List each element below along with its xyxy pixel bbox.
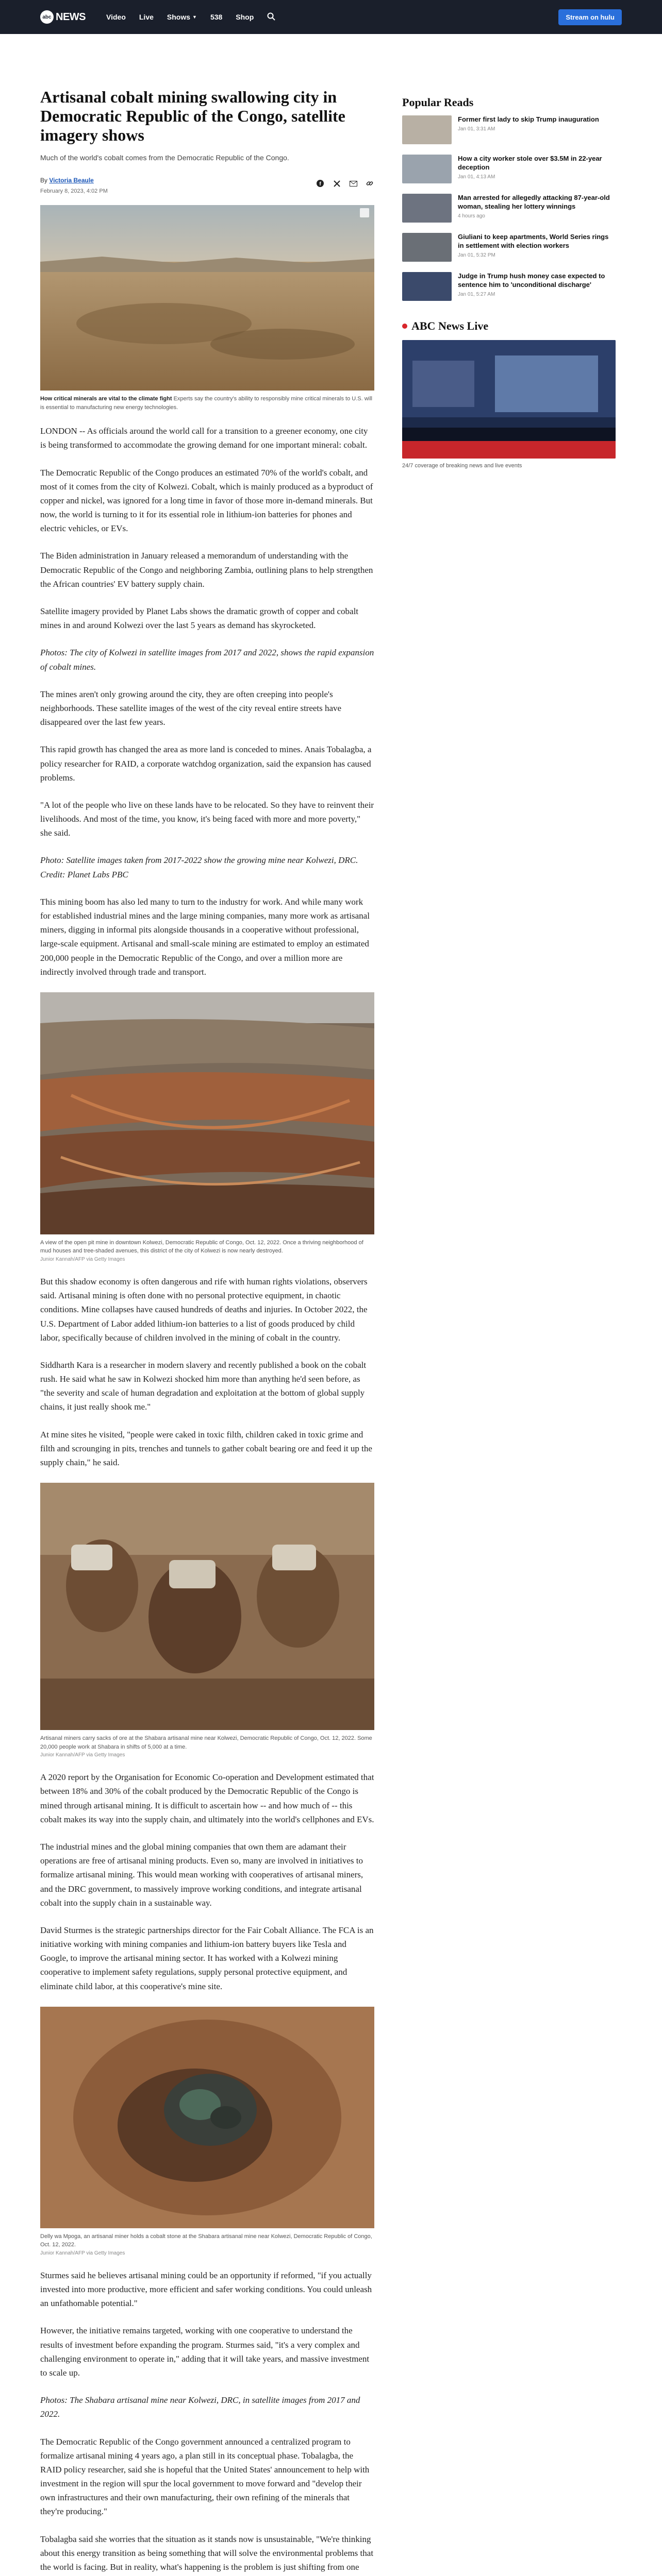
publish-date: February 8, 2023, 4:02 PM: [40, 188, 108, 194]
live-dot-icon: [402, 324, 407, 329]
paragraph: Siddharth Kara is a researcher in modern slavery and recently published a book on the cobalt rush. He said what he saw in Kolwezi shocked him more than anything he'd seen before, as "the severity and scale of human degradation and exploitation at the bottom of global supply chains, it just really shook me.": [40, 1360, 367, 1412]
article-body: [40, 1275, 374, 1469]
popular-read-date: Jan 01, 3:31 AM: [458, 126, 495, 132]
paragraph: David Sturmes is the strategic partnerships director for the Fair Cobalt Alliance. The FCA is an initiative working with mining companies and lithium-ion battery buyers like Tesla and Google, to improve the artisanal mining sector. It has worked with a Kolwezi mining cooperative to implement safety regulations, supply personal protective equipment, and eliminate child labor, at this cooperative's mine site.: [40, 1925, 374, 1991]
figure-cobalt-stone: [40, 2007, 374, 2256]
popular-read-title[interactable]: How a city worker stole over $3.5M in 22-year deception: [458, 155, 602, 171]
paragraph: Tobalagba said she worries that the situation as it stands now is unsustainable, "We're thinking about this energy transition as being something that will solve the environmental problems that the world is facing. But in reality, what's happening is the problem is just shifting from one: [40, 2534, 374, 2572]
popular-read-title[interactable]: Man arrested for allegedly attacking 87-year-old woman, stealing her lottery winnings: [458, 194, 610, 210]
nav-link-shows[interactable]: Shows ▼: [167, 13, 197, 21]
figure-open-pit: [40, 992, 374, 1262]
paragraph: The industrial mines and the global mining companies that own them are adamant their operations are free of artisanal mining products. Even so, many are involved in initiatives to formalize artisanal mining. This would mean working with cooperatives of artisanal miners, and the DRC government, to massively improve working conditions, and integrate artisanal cobalt into the supply chain in a sustainable way.: [40, 1841, 363, 1908]
nav-links: [106, 13, 254, 21]
paragraph: But this shadow economy is often dangerous and rife with human rights violations, observers said. Artisanal mining is often done with no personal protective equipment, in chaotic conditions. Mine collapses have caused hundreds of deaths and injuries. In October 2022, the U.S. Department of Labor added lithium-ion batteries to a list of goods produced by child labor, specifically because of children involved in the mining of cobalt in the country.: [40, 1276, 368, 1343]
paragraph: This rapid growth has changed the area as more land is conceded to mines. Anais Tobalagba, a policy researcher for RAID, a corporate watchdog organization, said the expansion has caused problems.: [40, 744, 372, 783]
popular-read-date: Jan 01, 4:13 AM: [458, 174, 495, 180]
abc-news-live-caption: 24/7 coverage of breaking news and live events: [402, 463, 522, 469]
paragraph: However, the initiative remains targeted, working with one cooperative to understand the results of investment before expanding the program. Sturmes said, "it's a very complex and challenging environment to operate in," adding that it will take years, and massive investment to scale up.: [40, 2326, 370, 2378]
photo-credit: Junior Kannah/AFP via Getty Images: [40, 1752, 125, 1758]
cobalt-stone-image: [40, 2007, 374, 2228]
popular-read-item[interactable]: [402, 272, 616, 301]
article-subhead: Much of the world's cobalt comes from the Democratic Republic of the Congo.: [40, 154, 289, 162]
chevron-down-icon: ▼: [192, 14, 197, 20]
paragraph: The Biden administration in January released a memorandum of understanding with the Democratic Republic of the Congo and neighboring Zambia, outlining plans to help strengthen the African countries' EV battery supply chain.: [40, 551, 373, 589]
abc-news-live-player[interactable]: [402, 340, 616, 459]
popular-read-date: 4 hours ago: [458, 213, 485, 219]
figure-lead-image: [40, 205, 374, 412]
figure-caption: A view of the open pit mine in downtown Kolwezi, Democratic Republic of Congo, Oct. 12, 2022. Once a thriving neighborhood of mud houses and tree-shaded avenues, this district of the city of Kolwezi is now nearly destroyed.: [40, 1239, 363, 1255]
abc-news-live-heading: ABC News Live: [402, 319, 616, 333]
link-icon[interactable]: [365, 179, 374, 188]
popular-read-thumbnail: [402, 272, 452, 301]
popular-read-title[interactable]: Former first lady to skip Trump inauguration: [458, 115, 599, 123]
article: [40, 55, 374, 2576]
nav-link-live[interactable]: Live: [139, 13, 154, 21]
popular-read-thumbnail: [402, 233, 452, 262]
paragraph: A 2020 report by the Organisation for Economic Co-operation and Development estimated that between 18% and 30% of the cobalt produced by the Democratic Republic of the Congo is mined through artisanal mining. It is difficult to ascertain how -- and how much of -- this cobalt makes its way into the supply chain, and ultimately into the world's cellphones and EVs.: [40, 1772, 374, 1824]
paragraph: The Democratic Republic of the Congo government announced a centralized program to formalize artisanal mining 4 years ago, a plan still in its conceptual phase. Tobalagba, the RAID policy researcher, said she is hopeful that the United States' announcement to help with investment in the region will spur the local government to move forward and "develop their own infrastructures and their own manufacturing, their own refining of the minerals that they're producing.": [40, 2436, 370, 2517]
popular-read-thumbnail: [402, 155, 452, 183]
article-body: [40, 1770, 374, 1993]
photo-credit: Junior Kannah/AFP via Getty Images: [40, 1256, 125, 1262]
author-link[interactable]: Victoria Beaule: [49, 177, 94, 184]
article-body: [40, 424, 374, 979]
email-icon[interactable]: [349, 179, 358, 188]
popular-read-item[interactable]: [402, 233, 616, 262]
paragraph: "A lot of the people who live on these lands have to be relocated. So they have to reinvent their livelihoods. And most of the time, you know, it's being faced with more and more poverty," she said.: [40, 800, 374, 838]
paragraph: Satellite imagery provided by Planet Labs shows the dramatic growth of copper and cobalt mines in and around Kolwezi over the last 5 years as demand has skyrocketed.: [40, 606, 359, 631]
photo-note: Photo: Satellite images taken from 2017-2022 show the growing mine near Kolwezi, DRC. Credit: Planet Labs PBC: [40, 855, 358, 879]
nav-link-video[interactable]: Video: [106, 13, 126, 21]
popular-read-item[interactable]: [402, 155, 616, 183]
artisanal-miners-image: [40, 1483, 374, 1730]
figure-artisanal-miners: [40, 1483, 374, 1758]
byline-row: [40, 176, 374, 196]
logo-text: NEWS: [56, 11, 86, 23]
x-icon[interactable]: [332, 179, 341, 188]
share-bar: [316, 179, 374, 188]
figure-caption: How critical minerals are vital to the climate fight Experts say the country's ability to responsibly mine critical minerals to U.S. will is essential to manufacturing new energy technologies.: [40, 396, 372, 411]
photo-note: Photos: The city of Kolwezi in satellite images from 2017 and 2022, shows the rapid expansion of cobalt mines.: [40, 648, 374, 672]
popular-read-item[interactable]: [402, 115, 616, 144]
popular-reads-title: Popular Reads: [402, 96, 474, 109]
paragraph: The Democratic Republic of the Congo produces an estimated 70% of the world's cobalt, and most of it comes from the city of Kolwezi. Cobalt, which is mainly produced as a byproduct of copper and nickel, was ignored for a long time in favor of those more in-demand minerals. But now, the world is turning to it for its essential role in lithium-ion batteries for phones and electric vehicles, or EVs.: [40, 467, 373, 534]
popular-read-thumbnail: [402, 194, 452, 223]
facebook-icon[interactable]: [316, 179, 325, 188]
sidebar: [402, 55, 616, 2576]
nav-link-shop[interactable]: Shop: [236, 13, 254, 21]
popular-read-item[interactable]: [402, 194, 616, 223]
paragraph: This mining boom has also led many to turn to the industry for work. And while many work for established industrial mines and the large mining companies, many more work as artisanal miners, digging in informal pits alongside thousands in a cooperative without professional, large-scale equipment. Artisanal and small-scale mining are estimated to employ an estimated 200,000 people in the Democratic Republic of the Congo, and over a million more are indirectly involved through trade and transport.: [40, 896, 370, 977]
figure-caption: Delly wa Mpoga, an artisanal miner holds a cobalt stone at the Shabara artisanal mine near Kolwezi, Democratic Republic of Congo, Oct. 12, 2022.: [40, 2233, 372, 2248]
figure-caption: Artisanal miners carry sacks of ore at the Shabara artisanal mine near Kolwezi, Democratic Republic of Congo, Oct. 12, 2022. Some 20,000 people work at Shabara in shifts of 5,000 at a time.: [40, 1735, 372, 1750]
stream-on-hulu-button[interactable]: Stream on hulu: [558, 9, 622, 25]
popular-read-thumbnail: [402, 115, 452, 144]
popular-read-date: Jan 01, 5:27 AM: [458, 291, 495, 297]
article-headline: Artisanal cobalt mining swallowing city in Democratic Republic of the Congo, satellite imagery shows: [40, 88, 345, 144]
paragraph: Sturmes said he believes artisanal mining could be an opportunity if reformed, "if you actually invested into more productive, more efficient and safer working conditions. You could unleash an unfathomable potential.": [40, 2270, 372, 2309]
nav-link-538[interactable]: 538: [210, 13, 223, 21]
byline: By Victoria Beaule February 8, 2023, 4:02 PM: [40, 177, 108, 194]
photo-note: Photos: The Shabara artisanal mine near Kolwezi, DRC, in satellite images from 2017 and 2022.: [40, 2395, 360, 2419]
paragraph: The mines aren't only growing around the city, they are often creeping into people's neighborhoods. These satellite images of the west of the city reveal entire streets have disappeared over the last few years.: [40, 689, 342, 727]
popular-read-date: Jan 01, 5:32 PM: [458, 252, 495, 258]
svg-text:f: f: [319, 181, 321, 188]
lead-image: [40, 205, 374, 391]
paragraph: LONDON -- As officials around the world call for a transition to a greener economy, one city is being transformed to accommodate the growing demand for one important mineral: cobalt.: [40, 426, 368, 450]
popular-read-title[interactable]: Giuliani to keep apartments, World Series rings in settlement with election workers: [458, 233, 609, 249]
popular-read-title[interactable]: Judge in Trump hush money case expected to sentence him to 'unconditional discharge': [458, 272, 605, 289]
search-icon[interactable]: [267, 12, 275, 22]
open-pit-image: [40, 992, 374, 1234]
top-navigation: [0, 0, 662, 34]
abc-logo-mark: abc: [40, 10, 54, 24]
article-body: [40, 2268, 374, 2576]
abc-news-logo[interactable]: [40, 10, 86, 24]
photo-credit: Junior Kannah/AFP via Getty Images: [40, 2250, 125, 2256]
paragraph: At mine sites he visited, "people were caked in toxic filth, children caked in toxic grime and filth and scrounging in pits, trenches and tunnels to gather cobalt bearing ore and feed it up the supply chain," he said.: [40, 1429, 372, 1468]
